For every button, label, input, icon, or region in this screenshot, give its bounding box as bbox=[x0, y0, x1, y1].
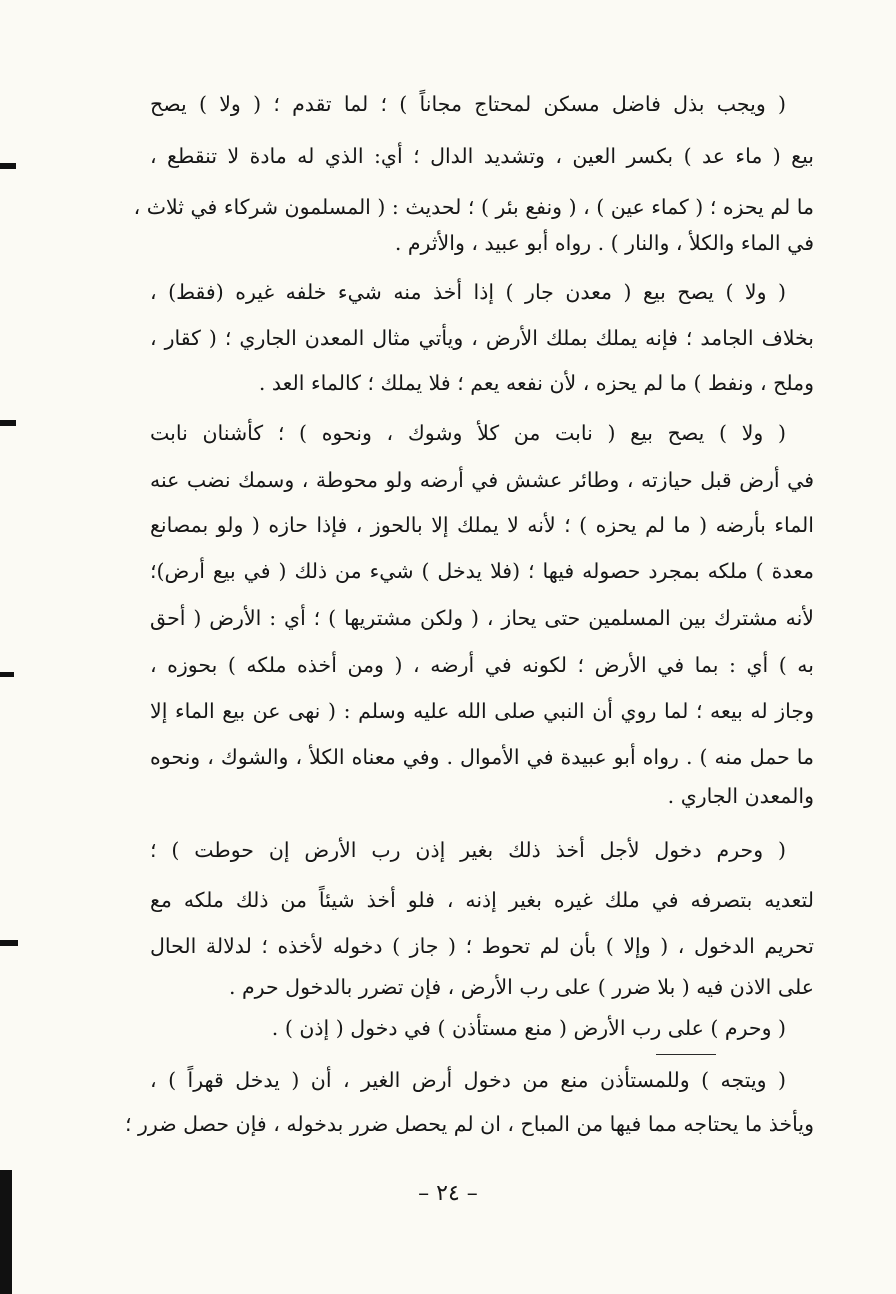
binding-mark bbox=[0, 420, 16, 426]
text-line: في الماء والكلأ ، والنار ) . رواه أبو عبيد ، والأثرم . bbox=[394, 231, 814, 255]
text-line: بيع ( ماء عد ) بكسر العين ، وتشديد الدال ؛ أي: الذي له مادة لا تنقطع ، bbox=[150, 144, 814, 168]
text-line: وجاز له بيعه ؛ لما روي أن النبي صلى الله عليه وسلم : ( نهى عن بيع الماء إلا bbox=[150, 699, 814, 723]
text-line: ويأخذ ما يحتاجه مما فيها من المباح ، ان لم يحصل ضرر بدخوله ، فإن حصل ضرر ؛ bbox=[124, 1112, 814, 1136]
text-line: ما حمل منه ) . رواه أبو عبيدة في الأموال . وفي معناه الكلأ ، والشوك ، ونحوه bbox=[150, 745, 814, 769]
section-divider bbox=[656, 1054, 716, 1055]
binding-mark bbox=[0, 163, 16, 169]
text-line: ( ويتجه ) وللمستأذن منع من دخول أرض الغير ، أن ( يدخل قهراً ) ، bbox=[150, 1068, 786, 1092]
text-line: ( وحرم دخول لأجل أخذ ذلك بغير إذن رب الأرض إن حوطت ) ؛ bbox=[150, 838, 786, 862]
binding-mark bbox=[0, 672, 14, 677]
text-line: ( ولا ) يصح بيع ( معدن جار ) إذا أخذ منه شيء خلفه غيره (فقط) ، bbox=[150, 280, 786, 304]
text-line: به ) أي : بما في الأرض ؛ لكونه في أرضه ، ( ومن أخذه ملكه ) بحوزه ، bbox=[150, 653, 814, 677]
text-line: ما لم يحزه ؛ ( كماء عين ) ، ( ونفع بئر ) ؛ لحديث : ( المسلمون شركاء في ثلاث ، bbox=[133, 195, 814, 219]
text-line: لأنه مشترك بين المسلمين حتى يحاز ، ( ولكن مشتريها ) ؛ أي : الأرض ( أحق bbox=[150, 606, 814, 630]
page-number: – ٢٤ – bbox=[418, 1181, 478, 1206]
text-line: بخلاف الجامد ؛ فإنه يملك بملك الأرض ، ويأتي مثال المعدن الجاري ؛ ( كقار ، bbox=[150, 326, 814, 350]
text-line: ( ولا ) يصح بيع ( نابت من كلأ وشوك ، ونحوه ) ؛ كأشنان نابت bbox=[150, 421, 786, 445]
text-line: معدة ) ملكه بمجرد حصوله فيها ؛ (فلا يدخل ) شيء من ذلك ( في بيع أرض)؛ bbox=[150, 559, 814, 583]
text-line: تحريم الدخول ، ( وإلا ) بأن لم تحوط ؛ ( جاز ) دخوله لأخذه ؛ لدلالة الحال bbox=[150, 934, 814, 958]
text-line: لتعديه بتصرفه في ملك غيره بغير إذنه ، فلو أخذ شيئاً من ذلك ملكه مع bbox=[150, 888, 814, 912]
text-line: ( وحرم ) على رب الأرض ( منع مستأذن ) في دخول ( إذن ) . bbox=[271, 1016, 786, 1040]
text-line: وملح ، ونفط ) ما لم يحزه ، لأن نفعه يعم ؛ فلا يملك ؛ كالماء العد . bbox=[258, 371, 814, 395]
binding-edge bbox=[0, 1170, 12, 1294]
binding-mark bbox=[0, 940, 18, 946]
text-line: على الاذن فيه ( بلا ضرر ) على رب الأرض ، فإن تضرر بالدخول حرم . bbox=[228, 975, 814, 999]
text-line: والمعدن الجاري . bbox=[667, 784, 814, 808]
text-line: الماء بأرضه ( ما لم يحزه ) ؛ لأنه لا يملك إلا بالحوز ، فإذا حازه ( ولو بمصانع bbox=[150, 513, 814, 537]
text-line: ( ويجب بذل فاضل مسكن لمحتاج مجاناً ) ؛ لما تقدم ؛ ( ولا ) يصح bbox=[150, 92, 786, 116]
text-line: في أرض قبل حيازته ، وطائر عشش في أرضه ولو محوطة ، وسمك نضب عنه bbox=[150, 468, 814, 492]
